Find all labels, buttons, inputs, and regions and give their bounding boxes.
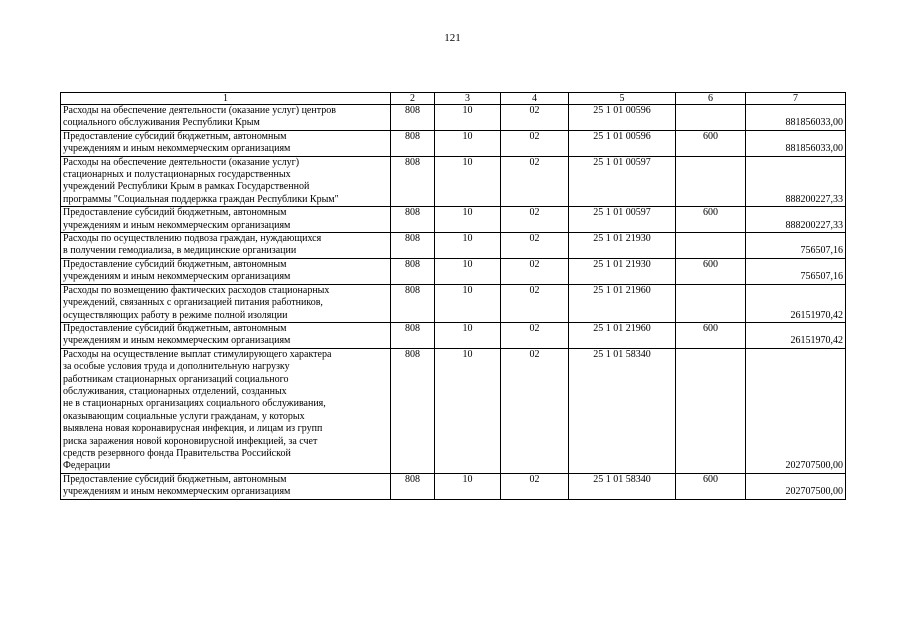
subsection-code-cell: 02 bbox=[501, 322, 569, 348]
amount-cell: 756507,16 bbox=[746, 233, 846, 259]
subsection-code-cell: 02 bbox=[501, 130, 569, 156]
section-code-cell: 10 bbox=[435, 233, 501, 259]
table-row bbox=[61, 322, 846, 348]
target-article-cell: 25 1 01 00597 bbox=[569, 156, 676, 207]
expense-name-line: риска заражения новой короновирусной инфекцией, за счет bbox=[63, 435, 318, 447]
amount-cell: 881856033,00 bbox=[746, 105, 846, 131]
page-number: 121 bbox=[444, 32, 461, 44]
section-code-cell: 10 bbox=[435, 258, 501, 284]
section-code-cell: 10 bbox=[435, 284, 501, 322]
table-row bbox=[61, 473, 846, 499]
table-row bbox=[61, 130, 846, 156]
section-code-cell: 10 bbox=[435, 130, 501, 156]
expense-name-line: программы "Социальная поддержка граждан Республики Крым" bbox=[63, 193, 339, 205]
subsection-code-cell: 02 bbox=[501, 105, 569, 131]
expense-name-cell bbox=[61, 233, 391, 259]
target-article-cell: 25 1 01 00597 bbox=[569, 207, 676, 233]
target-article-cell: 25 1 01 00596 bbox=[569, 130, 676, 156]
expense-name-cell bbox=[61, 284, 391, 322]
expense-type-cell: 600 bbox=[676, 473, 746, 499]
target-article-cell: 25 1 01 00596 bbox=[569, 105, 676, 131]
expense-name-line: обслуживания, стационарных отделений, созданных bbox=[63, 385, 287, 397]
section-code-cell: 10 bbox=[435, 156, 501, 207]
subsection-code-cell: 02 bbox=[501, 258, 569, 284]
expense-name-line: Предоставление субсидий бюджетным, автономным bbox=[63, 130, 287, 142]
grbs-code-cell: 808 bbox=[391, 348, 435, 473]
expense-name-line: Предоставление субсидий бюджетным, автономным bbox=[63, 322, 287, 334]
expense-name-line: учреждениям и иным некоммерческим организациям bbox=[63, 219, 291, 231]
expense-type-cell: 600 bbox=[676, 322, 746, 348]
expense-type-cell bbox=[676, 233, 746, 259]
expense-name-cell bbox=[61, 473, 391, 499]
grbs-code-cell: 808 bbox=[391, 130, 435, 156]
expense-type-cell: 600 bbox=[676, 207, 746, 233]
target-article-cell: 25 1 01 58340 bbox=[569, 348, 676, 473]
expense-name-line: Предоставление субсидий бюджетным, автономным bbox=[63, 258, 287, 270]
expense-name-line: Расходы по осуществлению подвоза граждан, нуждающихся bbox=[63, 233, 322, 245]
grbs-code-cell: 808 bbox=[391, 105, 435, 131]
budget-table bbox=[60, 92, 846, 500]
amount-cell: 756507,16 bbox=[746, 258, 846, 284]
expense-name-cell bbox=[61, 207, 391, 233]
expense-name-line: Предоставление субсидий бюджетным, автономным bbox=[63, 473, 287, 485]
expense-name-line: социального обслуживания Республики Крым bbox=[63, 117, 260, 129]
section-code-cell: 10 bbox=[435, 473, 501, 499]
grbs-code-cell: 808 bbox=[391, 322, 435, 348]
expense-name-line: Расходы по возмещению фактических расходов стационарных bbox=[63, 284, 330, 296]
expense-name-line: Федерации bbox=[63, 460, 111, 472]
table-row bbox=[61, 233, 846, 259]
table-row bbox=[61, 105, 846, 131]
amount-cell: 26151970,42 bbox=[746, 284, 846, 322]
header-cell-1: 1 bbox=[61, 93, 391, 105]
table-body bbox=[61, 93, 846, 500]
expense-name-line: средств резервного фонда Правительства Российской bbox=[63, 447, 291, 459]
table-row bbox=[61, 156, 846, 207]
expense-name-cell bbox=[61, 322, 391, 348]
expense-name-line: Расходы на осуществление выплат стимулирующего характера bbox=[63, 348, 332, 360]
header-cell-7: 7 bbox=[746, 93, 846, 105]
section-code-cell: 10 bbox=[435, 105, 501, 131]
expense-name-line: Расходы на обеспечение деятельности (оказание услуг) bbox=[63, 156, 300, 168]
section-code-cell: 10 bbox=[435, 322, 501, 348]
target-article-cell: 25 1 01 21960 bbox=[569, 284, 676, 322]
grbs-code-cell: 808 bbox=[391, 156, 435, 207]
expense-name-line: за особые условия труда и дополнительную нагрузку bbox=[63, 361, 290, 373]
amount-cell: 26151970,42 bbox=[746, 322, 846, 348]
subsection-code-cell: 02 bbox=[501, 233, 569, 259]
table-row bbox=[61, 258, 846, 284]
grbs-code-cell: 808 bbox=[391, 258, 435, 284]
header-cell-4: 4 bbox=[501, 93, 569, 105]
subsection-code-cell: 02 bbox=[501, 284, 569, 322]
expense-type-cell: 600 bbox=[676, 258, 746, 284]
grbs-code-cell: 808 bbox=[391, 233, 435, 259]
expense-name-line: Предоставление субсидий бюджетным, автономным bbox=[63, 207, 287, 219]
expense-type-cell bbox=[676, 284, 746, 322]
amount-cell: 888200227,33 bbox=[746, 156, 846, 207]
header-cell-2: 2 bbox=[391, 93, 435, 105]
target-article-cell: 25 1 01 58340 bbox=[569, 473, 676, 499]
expense-name-line: в получении гемодиализа, в медицинские организации bbox=[63, 245, 297, 257]
amount-cell: 881856033,00 bbox=[746, 130, 846, 156]
expense-name-cell bbox=[61, 156, 391, 207]
table-row bbox=[61, 348, 846, 473]
amount-cell: 202707500,00 bbox=[746, 348, 846, 473]
section-code-cell: 10 bbox=[435, 207, 501, 233]
expense-name-line: не в стационарных организациях социального обслуживания, bbox=[63, 398, 326, 410]
expense-name-line: учреждений, связанных с организацией питания работников, bbox=[63, 297, 323, 309]
expense-name-line: работникам стационарных организаций социального bbox=[63, 373, 289, 385]
expense-name-line: учреждениям и иным некоммерческим организациям bbox=[63, 335, 291, 347]
expense-name-line: учреждениям и иным некоммерческим организациям bbox=[63, 143, 291, 155]
expense-type-cell bbox=[676, 156, 746, 207]
subsection-code-cell: 02 bbox=[501, 156, 569, 207]
expense-name-cell bbox=[61, 105, 391, 131]
expense-name-line: осуществляющих работу в режиме полной изоляции bbox=[63, 309, 288, 321]
expense-name-line: оказывающим социальные услуги гражданам, у которых bbox=[63, 410, 305, 422]
section-code-cell: 10 bbox=[435, 348, 501, 473]
amount-cell: 202707500,00 bbox=[746, 473, 846, 499]
expense-name-cell bbox=[61, 130, 391, 156]
expense-type-cell: 600 bbox=[676, 130, 746, 156]
expense-name-cell bbox=[61, 258, 391, 284]
expense-name-line: учреждений Республики Крым в рамках Государственной bbox=[63, 181, 310, 193]
expense-name-cell bbox=[61, 348, 391, 473]
header-cell-5: 5 bbox=[569, 93, 676, 105]
target-article-cell: 25 1 01 21960 bbox=[569, 322, 676, 348]
grbs-code-cell: 808 bbox=[391, 473, 435, 499]
table-row bbox=[61, 284, 846, 322]
header-cell-3: 3 bbox=[435, 93, 501, 105]
amount-cell: 888200227,33 bbox=[746, 207, 846, 233]
subsection-code-cell: 02 bbox=[501, 473, 569, 499]
header-cell-6: 6 bbox=[676, 93, 746, 105]
target-article-cell: 25 1 01 21930 bbox=[569, 258, 676, 284]
subsection-code-cell: 02 bbox=[501, 348, 569, 473]
grbs-code-cell: 808 bbox=[391, 284, 435, 322]
expense-name-line: Расходы на обеспечение деятельности (оказание услуг) центров bbox=[63, 105, 336, 116]
expense-name-line: выявлена новая коронавирусная инфекция, и лицам из групп bbox=[63, 423, 323, 435]
expense-type-cell bbox=[676, 105, 746, 131]
expense-name-line: учреждениям и иным некоммерческим организациям bbox=[63, 486, 291, 498]
table-row bbox=[61, 207, 846, 233]
expense-type-cell bbox=[676, 348, 746, 473]
table-header-row bbox=[61, 93, 846, 105]
subsection-code-cell: 02 bbox=[501, 207, 569, 233]
target-article-cell: 25 1 01 21930 bbox=[569, 233, 676, 259]
grbs-code-cell: 808 bbox=[391, 207, 435, 233]
expense-name-line: стационарных и полустационарных государственных bbox=[63, 169, 291, 181]
expense-name-line: учреждениям и иным некоммерческим организациям bbox=[63, 271, 291, 283]
